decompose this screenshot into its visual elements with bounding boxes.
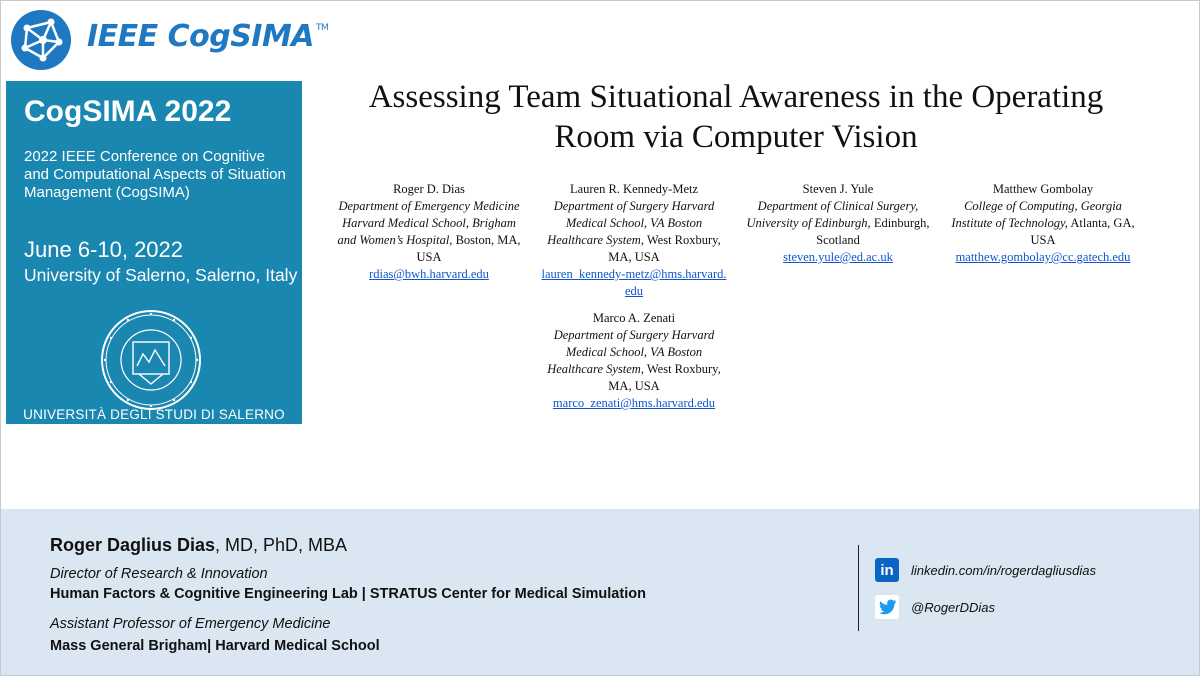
author-block [947, 181, 1139, 266]
cogsima-globe-icon [9, 8, 73, 72]
footer-divider [858, 545, 859, 631]
conference-description: 2022 IEEE Conference on Cognitive and Computational Aspects of Situation Management (CogSIMA) [24, 148, 286, 201]
author-affiliation: Department of Surgery Harvard Medical School, VA Boston Healthcare System, [547, 328, 715, 376]
conference-name: CogSIMA 2022 [24, 95, 232, 128]
author-email-link[interactable]: lauren_kennedy-metz@hms.harvard.edu [541, 267, 727, 298]
logo-text: IEEE CogSIMA [87, 19, 315, 54]
author-location: Edinburgh, Scotland [816, 216, 930, 247]
conference-venue: University of Salerno, Salerno, Italy [24, 265, 298, 285]
author-email-link[interactable]: rdias@bwh.harvard.edu [369, 267, 489, 281]
twitter-icon [875, 595, 899, 619]
presenter-org-2: Mass General Brigham| Harvard Medical School [50, 638, 380, 654]
presenter-name: Roger Daglius Dias [50, 535, 216, 555]
author-location: West Roxbury, MA, USA [608, 362, 721, 393]
author-affiliation: College of Computing, Georgia Institute of Technology, [951, 199, 1122, 230]
author-block [541, 310, 727, 412]
paper-title: Assessing Team Situational Awareness in the Operating Room via Computer Vision [368, 79, 1104, 155]
conference-banner [6, 81, 302, 424]
linkedin-icon: in [875, 558, 899, 582]
linkedin-link[interactable] [875, 557, 1096, 583]
presenter-degrees: , MD, PhD, MBA [215, 535, 348, 555]
presenter-role-2: Assistant Professor of Emergency Medicine [50, 616, 331, 632]
author-affiliation: Department of Clinical Surgery, University of Edinburgh, [746, 199, 919, 230]
author-location: West Roxbury, MA, USA [608, 233, 721, 264]
presenter-footer [1, 509, 1199, 675]
logo-trademark: TM [316, 23, 329, 33]
presenter-org-1: Human Factors & Cognitive Engineering Lab | STRATUS Center for Medical Simulation [50, 586, 646, 602]
author-name: Lauren R. Kennedy-Metz [569, 182, 699, 196]
author-name: Marco A. Zenati [592, 311, 676, 325]
author-block [745, 181, 931, 266]
presenter-role-1: Director of Research & Innovation [50, 566, 268, 582]
author-email-link[interactable]: marco_zenati@hms.harvard.edu [552, 396, 716, 410]
author-affiliation: Department of Surgery Harvard Medical School, VA Boston Healthcare System, [547, 199, 715, 247]
author-affiliation: Department of Emergency Medicine Harvard Medical School, Brigham and Women’s Hospital, [337, 199, 520, 247]
author-name: Steven J. Yule [802, 182, 874, 196]
twitter-handle: @RogerDDias [911, 599, 995, 615]
university-name: UNIVERSITÀ DEGLI STUDI DI SALERNO [23, 407, 285, 422]
author-block [541, 181, 727, 300]
ieee-cogsima-logo [9, 7, 329, 73]
author-name: Matthew Gombolay [992, 182, 1094, 196]
conference-date: June 6-10, 2022 [24, 237, 184, 262]
author-location: Atlanta, GA, USA [1030, 216, 1135, 247]
author-location: Boston, MA, USA [416, 233, 521, 264]
presenter-line [50, 535, 347, 556]
university-seal-icon [99, 308, 203, 412]
twitter-link[interactable] [875, 594, 995, 620]
logo-wordmark [87, 19, 329, 54]
author-name: Roger D. Dias [393, 182, 465, 196]
author-email-link[interactable]: matthew.gombolay@cc.gatech.edu [955, 250, 1131, 264]
linkedin-handle: linkedin.com/in/rogerdagliusdias [911, 562, 1096, 578]
author-email-link[interactable]: steven.yule@ed.ac.uk [783, 250, 893, 264]
author-block [336, 181, 522, 283]
